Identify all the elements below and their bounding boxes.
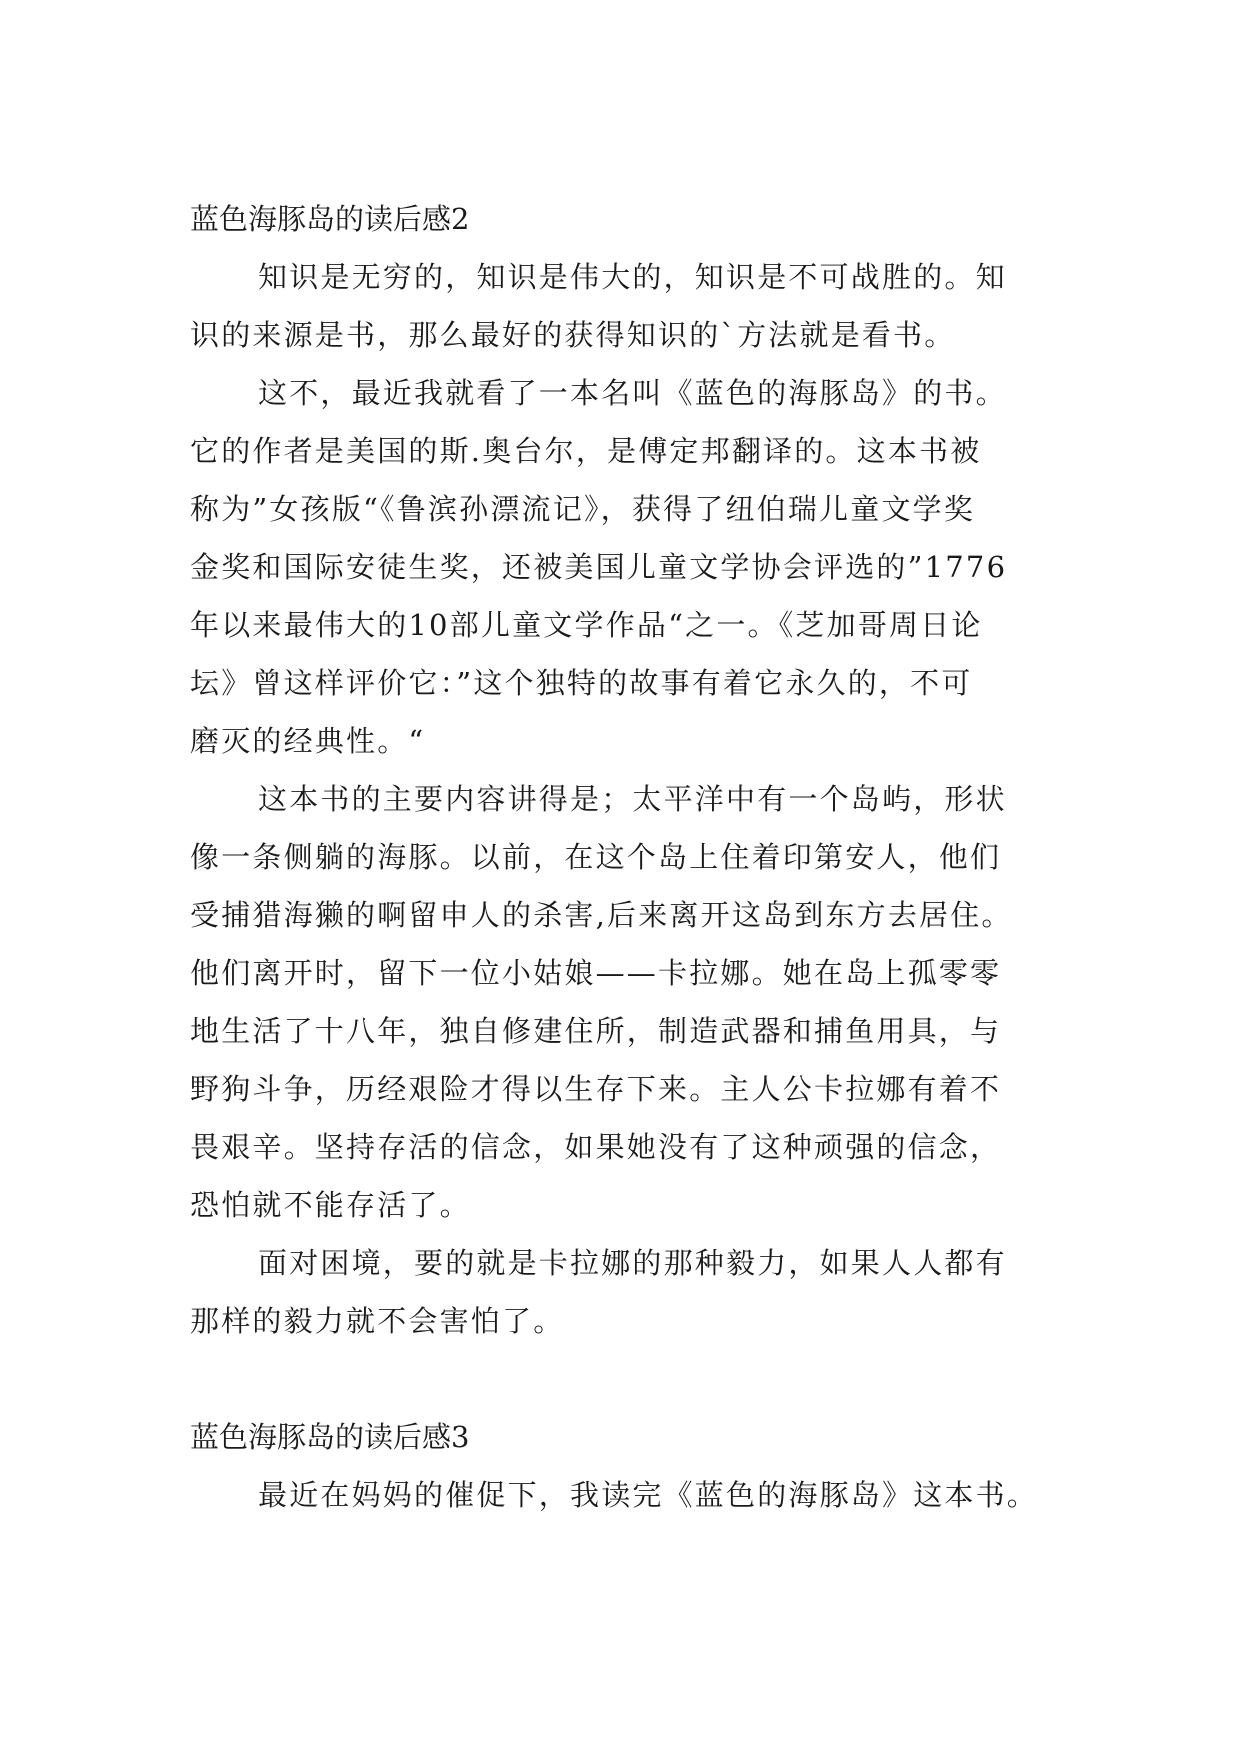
- paragraph-line: 恐怕就不能存活了。: [190, 1188, 471, 1222]
- paragraph-line: 地生活了十八年，独自修建住所，制造武器和捕鱼用具，与: [190, 1014, 1002, 1048]
- paragraph-line: 识的来源是书，那么最好的获得知识的`方法就是看书。: [190, 318, 956, 352]
- paragraph-line: 这本书的主要内容讲得是；太平洋中有一个岛屿，形状: [258, 782, 1007, 816]
- paragraph-line: 磨灭的经典性。“: [190, 724, 426, 758]
- paragraph-line: 坛》曾这样评价它：”这个独特的故事有着它永久的，不可: [190, 666, 973, 700]
- paragraph-line: 受捕猎海獭的啊留申人的杀害,后来离开这岛到东方去居住。: [190, 898, 1013, 932]
- paragraph-line: 像一条侧躺的海豚。以前，在这个岛上住着印第安人，他们: [190, 840, 1002, 874]
- section-3-title: 蓝色海豚岛的读后感3: [190, 1420, 470, 1454]
- paragraph-line: 那样的毅力就不会害怕了。: [190, 1304, 565, 1338]
- paragraph-line: 畏艰辛。坚持存活的信念，如果她没有了这种顽强的信念，: [190, 1130, 1002, 1164]
- paragraph-line: 面对困境，要的就是卡拉娜的那种毅力，如果人人都有: [258, 1246, 1007, 1280]
- document-page: [190, 190, 1070, 1524]
- paragraph-line: 金奖和国际安徒生奖，还被美国儿童文学协会评选的”1776: [190, 550, 1008, 584]
- paragraph-line: 最近在妈妈的催促下，我读完《蓝色的海豚岛》这本书。: [258, 1478, 1039, 1512]
- paragraph-line: 他们离开时，留下一位小姑娘——卡拉娜。她在岛上孤零零: [190, 956, 1002, 990]
- paragraph-line: 知识是无穷的，知识是伟大的，知识是不可战胜的。知: [258, 260, 1007, 294]
- section-2-title: 蓝色海豚岛的读后感2: [190, 202, 470, 236]
- section-3-body: [190, 1466, 1070, 1524]
- paragraph-line: 这不，最近我就看了一本名叫《蓝色的海豚岛》的书。: [258, 376, 1007, 410]
- paragraph-line: 野狗斗争，历经艰险才得以生存下来。主人公卡拉娜有着不: [190, 1072, 1002, 1106]
- paragraph-line: 称为”女孩版“《鲁滨孙漂流记》，获得了纽伯瑞儿童文学奖: [190, 492, 976, 526]
- section-spacer: [190, 1350, 1070, 1408]
- section-2-body: [190, 248, 1070, 1350]
- paragraph-line: 它的作者是美国的斯.奥台尔，是傅定邦翻译的。这本书被: [190, 434, 982, 468]
- paragraph-line: 年以来最伟大的10部儿童文学作品“之一。《芝加哥周日论: [190, 608, 983, 642]
